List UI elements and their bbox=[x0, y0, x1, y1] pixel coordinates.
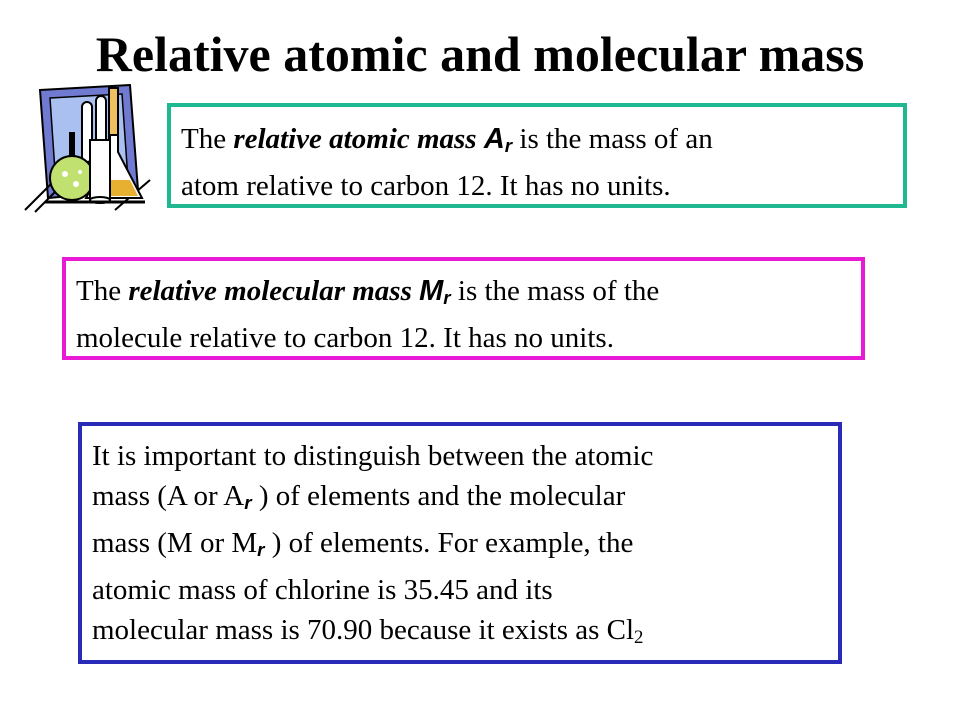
molecular-symbol: M bbox=[419, 275, 444, 307]
molecular-term: relative molecular mass bbox=[128, 275, 420, 307]
note-line-1: It is important to distinguish between the atomic bbox=[92, 440, 654, 472]
note-line-4: atomic mass of chlorine is 35.45 and its bbox=[92, 573, 553, 606]
note-line-5: molecular mass is 70.90 because it exists as Cl2 bbox=[92, 613, 644, 648]
atomic-mass-definition-box bbox=[167, 103, 907, 208]
atomic-line-2: atom relative to carbon 12. It has no units. bbox=[181, 169, 671, 202]
molecular-line-1: The relative molecular mass Mr is the mass of the bbox=[76, 275, 660, 308]
note-line-3: mass (M or Mr ) of elements. For example, the bbox=[92, 526, 634, 560]
molecular-mass-definition-box bbox=[62, 257, 865, 360]
note-line-2: mass (A or Ar ) of elements and the molecular bbox=[92, 480, 626, 513]
molecular-line-2: molecule relative to carbon 12. It has no units. bbox=[76, 321, 614, 354]
atomic-term: relative atomic mass bbox=[233, 123, 484, 155]
page-title: Relative atomic and molecular mass bbox=[95, 26, 865, 82]
atomic-symbol: A bbox=[483, 123, 505, 155]
distinction-note-box bbox=[78, 422, 842, 664]
laboratory-glassware-icon bbox=[20, 80, 160, 215]
atomic-line-1: The relative atomic mass Ar is the mass of an bbox=[181, 123, 713, 156]
